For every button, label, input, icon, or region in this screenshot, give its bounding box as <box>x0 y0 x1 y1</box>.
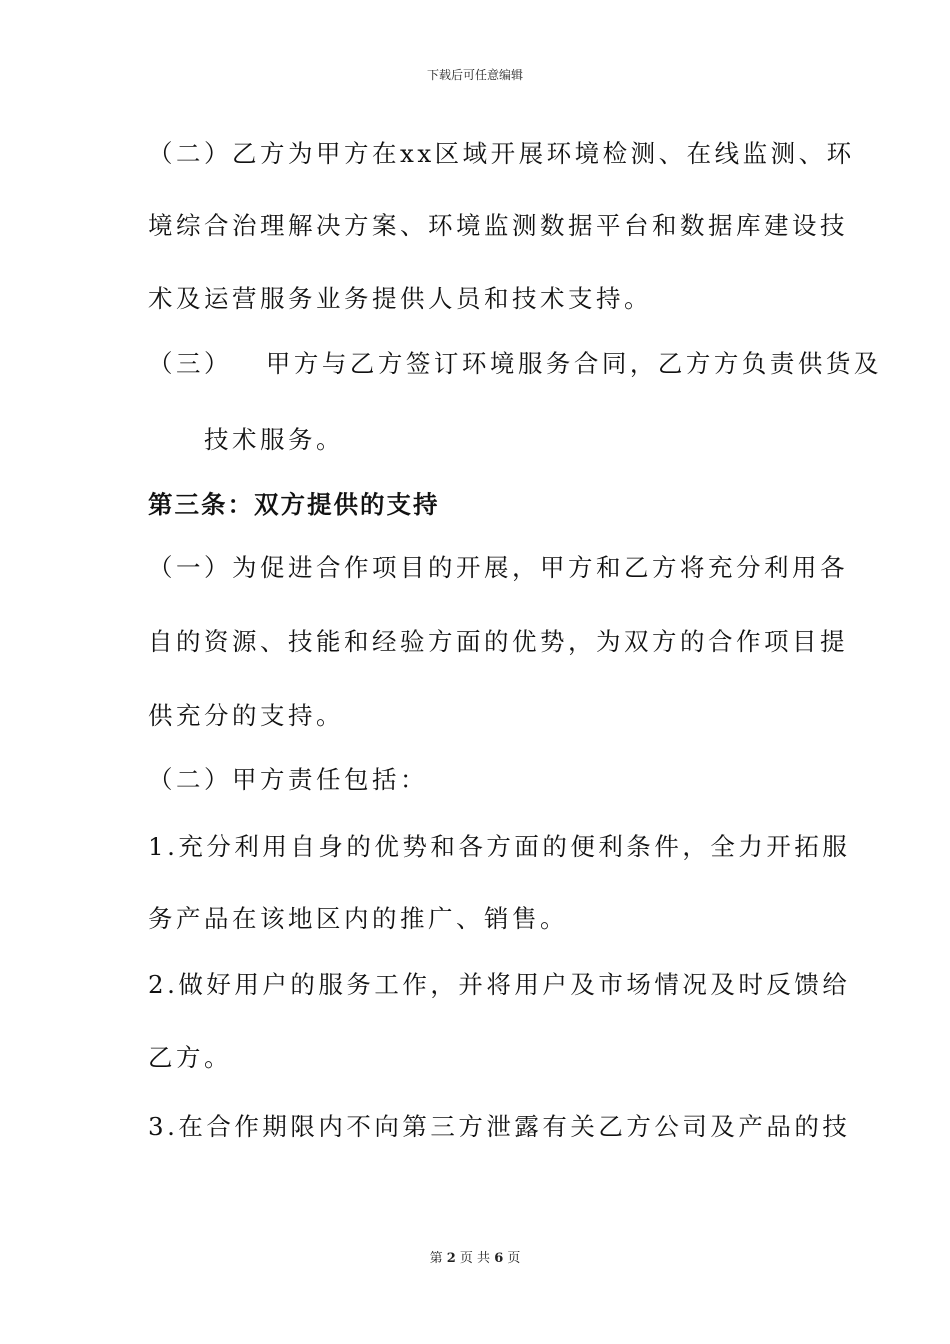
footer-middle: 页 共 <box>459 1251 491 1266</box>
paragraph-line: 境综合治理解决方案、环境监测数据平台和数据库建设技 <box>148 211 848 240</box>
paragraph-line: 技术服务。 <box>204 425 344 454</box>
footer-prefix: 第 <box>429 1251 443 1266</box>
list-item-line: 乙方。 <box>148 1043 232 1072</box>
list-item-line: 务产品在该地区内的推广、销售。 <box>148 904 568 933</box>
page-header: 下载后可任意编辑 <box>426 68 523 82</box>
paragraph-line: 自的资源、技能和经验方面的优势，为双方的合作项目提 <box>148 627 848 656</box>
list-item-line: 1.充分利用自身的优势和各方面的便利条件，全力开拓服 <box>148 832 851 861</box>
paragraph-line: 供充分的支持。 <box>148 701 344 730</box>
paragraph-line: （一）为促进合作项目的开展，甲方和乙方将充分利用各 <box>148 553 848 582</box>
paragraph-line: （三） 甲方与乙方签订环境服务合同，乙方方负责供货及 <box>148 349 882 378</box>
paragraph-line: （二）乙方为甲方在xx区域开展环境检测、在线监测、环 <box>148 139 855 168</box>
paragraph-line: 术及运营服务业务提供人员和技术支持。 <box>148 284 652 313</box>
footer-suffix: 页 <box>507 1251 521 1266</box>
list-item-line: 2.做好用户的服务工作，并将用户及市场情况及时反馈给 <box>148 970 851 999</box>
paragraph-line: （二）甲方责任包括： <box>148 765 428 794</box>
current-page-number: 2 <box>446 1251 456 1266</box>
list-item-line: 3.在合作期限内不向第三方泄露有关乙方公司及产品的技 <box>148 1112 851 1141</box>
page-footer <box>0 1247 950 1266</box>
section-heading: 第三条：双方提供的支持 <box>148 490 440 519</box>
total-page-number: 6 <box>494 1251 504 1266</box>
